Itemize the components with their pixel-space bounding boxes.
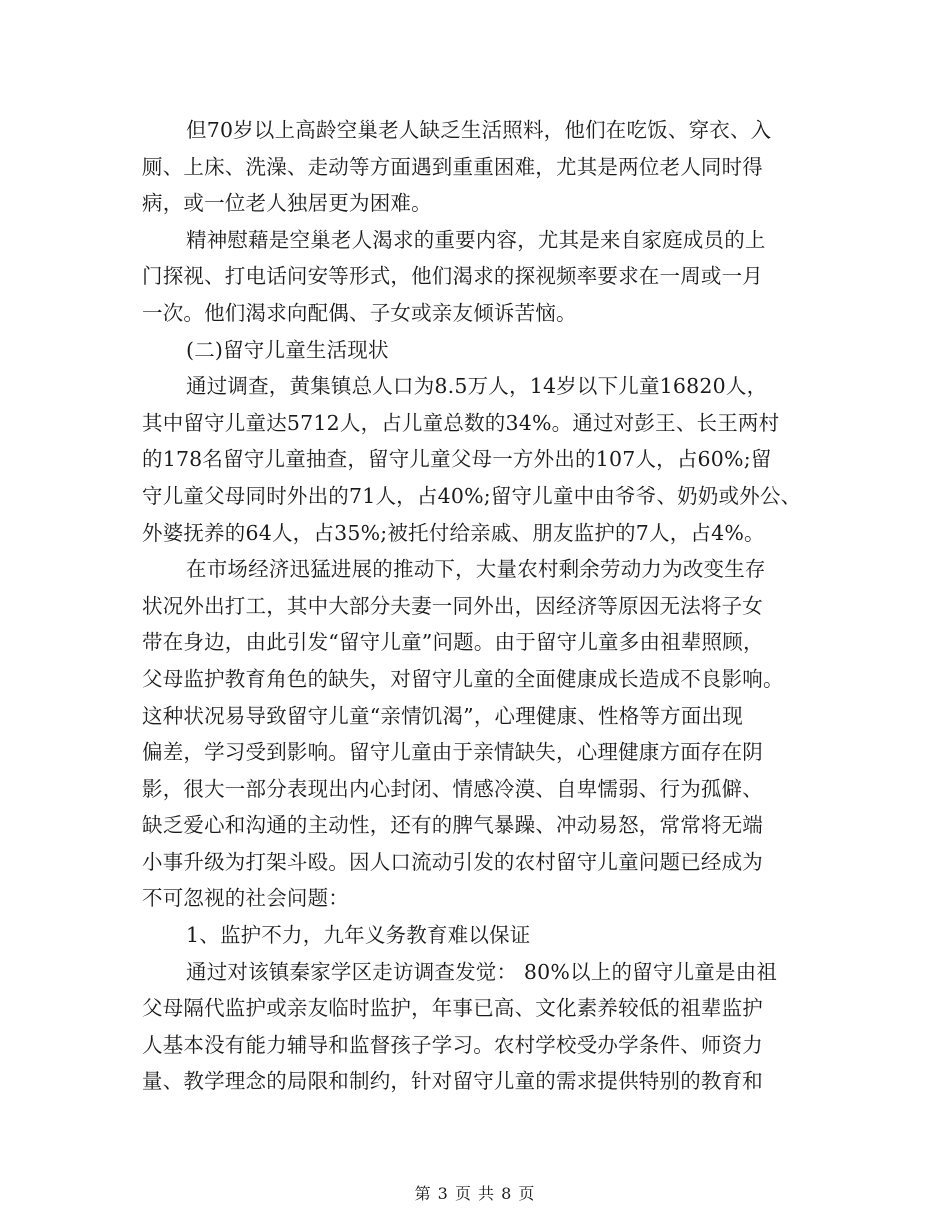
page-number: 第 3 页 共 8 页 xyxy=(414,1184,536,1203)
paragraph-line: 小事升级为打架斗殴。因人口流动引发的农村留守儿童问题已经成为 xyxy=(142,849,763,874)
paragraph-line: 父母隔代监护或亲友临时监护，年事已高、文化素养较低的祖辈监护 xyxy=(142,996,763,1021)
paragraph-line: 父母监护教育角色的缺失，对留守儿童的全面健康成长造成不良影响。 xyxy=(142,666,784,691)
paragraph-line: 其中留守儿童达5712人，占儿童总数的34%。通过对彭王、长王两村 xyxy=(142,410,780,435)
paragraph-line: 厕、上床、洗澡、走动等方面遇到重重困难，尤其是两位老人同时得 xyxy=(142,154,763,179)
paragraph-line: 偏差，学习受到影响。留守儿童由于亲情缺失，心理健康方面存在阴 xyxy=(142,740,763,765)
paragraph-line: 人基本没有能力辅导和监督孩子学习。农村学校受办学条件、师资力 xyxy=(142,1032,763,1057)
paragraph-line: 这种状况易导致留守儿童“亲情饥渴”，心理健康、性格等方面出现 xyxy=(142,703,743,728)
page-footer xyxy=(0,1183,950,1205)
paragraph-line: 的178名留守儿童抽查，留守儿童父母一方外出的107人，占60%;留 xyxy=(142,447,772,472)
section-heading: (二)留守儿童生活现状 xyxy=(186,337,389,362)
subsection-heading: 1、监护不力，九年义务教育难以保证 xyxy=(186,923,531,948)
paragraph-line: 不可忽视的社会问题： xyxy=(142,886,349,911)
paragraph-line: 通过对该镇秦家学区走访调查发觉： 80%以上的留守儿童是由祖 xyxy=(186,959,778,984)
paragraph-line: 缺乏爱心和沟通的主动性，还有的脾气暴躁、冲动易怒，常常将无端 xyxy=(142,813,763,838)
paragraph-line: 在市场经济迅猛进展的推动下，大量农村剩余劳动力为改变生存 xyxy=(186,557,766,582)
document-body xyxy=(142,112,810,1100)
paragraph-line: 外婆抚养的64人，占35%;被托付给亲戚、朋友监护的7人，占4%。 xyxy=(142,520,765,545)
paragraph-line: 通过调查，黄集镇总人口为8.5万人，14岁以下儿童16820人， xyxy=(186,374,768,399)
paragraph-line: 量、教学理念的局限和制约，针对留守儿童的需求提供特别的教育和 xyxy=(142,1069,763,1094)
paragraph-line: 门探视、打电话问安等形式，他们渴求的探视频率要求在一周或一月 xyxy=(142,264,763,289)
paragraph-line: 精神慰藉是空巢老人渴求的重要内容，尤其是来自家庭成员的上 xyxy=(186,227,766,252)
paragraph-line: 影，很大一部分表现出内心封闭、情感冷漠、自卑懦弱、行为孤僻、 xyxy=(142,776,763,801)
paragraph-line: 一次。他们渴求向配偶、子女或亲友倾诉苦恼。 xyxy=(142,300,577,325)
paragraph-line: 病，或一位老人独居更为困难。 xyxy=(142,191,432,216)
paragraph-line: 但70岁以上高龄空巢老人缺乏生活照料，他们在吃饭、穿衣、入 xyxy=(186,118,772,142)
paragraph-line: 带在身边，由此引发“留守儿童”问题。由于留守儿童多由祖辈照顾， xyxy=(142,630,764,655)
paragraph-line: 守儿童父母同时外出的71人，占40%;留守儿童中由爷爷、奶奶或外公、 xyxy=(142,483,802,508)
paragraph-line: 状况外出打工，其中大部分夫妻一同外出，因经济等原因无法将子女 xyxy=(142,593,763,618)
